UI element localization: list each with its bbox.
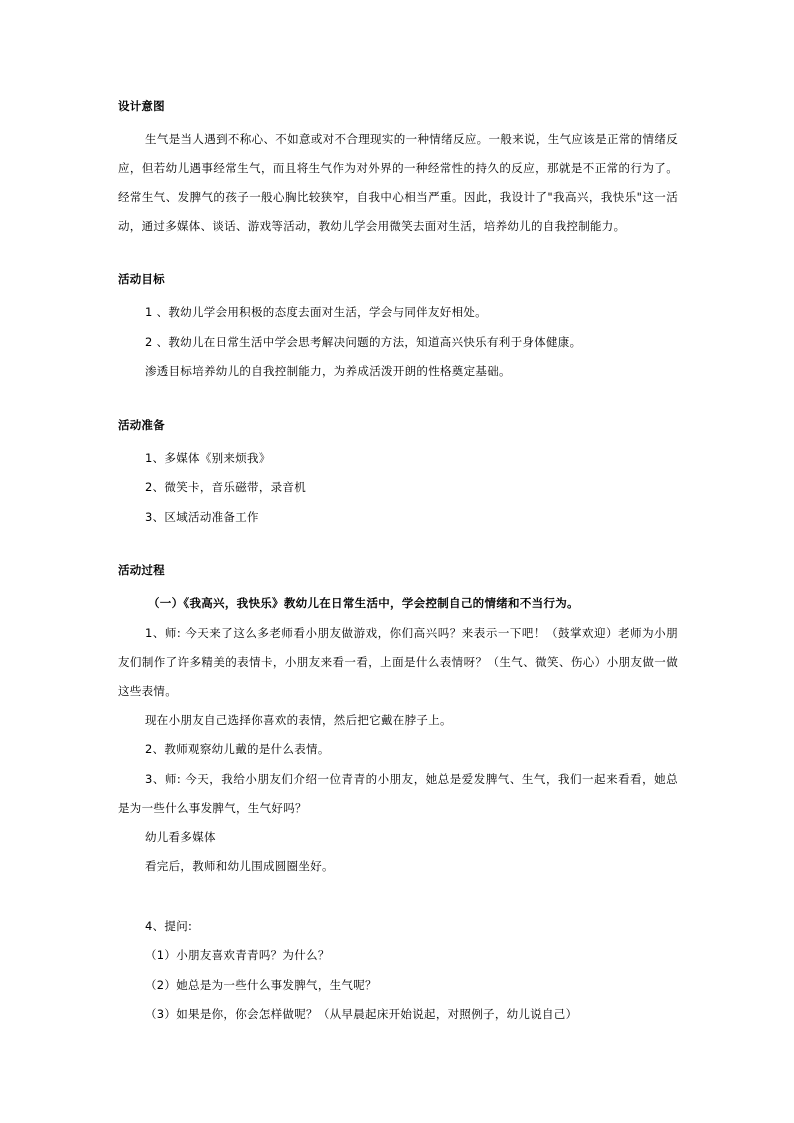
process-step-1: 1、师: 今天来了这么多老师看小朋友做游戏，你们高兴吗？来表示一下吧！（鼓掌欢迎）老师为小朋友们制作了许多精美的表情卡，小朋友来看一看，上面是什么表情呀？（生气、微笑、伤心）小朋友做一做这些表情。	[118, 625, 678, 698]
process-subheading: （一）《我高兴，我快乐》教幼儿在日常生活中，学会控制自己的情绪和不当行为。	[148, 596, 579, 610]
preparation-item: 2、微笑卡，音乐磁带，录音机	[145, 480, 307, 494]
section-goals	[118, 271, 678, 387]
preparation-item: 1、多媒体《别来烦我》	[145, 450, 271, 465]
section-process	[118, 562, 678, 1030]
section-heading: 设计意图	[118, 99, 165, 113]
question-item: （2）她总是为一些什么事发脾气，生气呢？	[145, 977, 377, 992]
design-intent-paragraph: 生气是当人遇到不称心、不如意或对不合理现实的一种情绪反应。一般来说，生气应该是正常的情绪反应，但若幼儿遇事经常生气，而且将生气作为对外界的一种经常性的持久的反应，那就是不正常的行为了。经常生气、发脾气的孩子一般心胸比较狭窄，自我中心相当严重。因此，我设计了"我高兴，我快乐"这一活动，通过多媒体、谈话、游戏等活动，教幼儿学会用微笑去面对生活，培养幼儿的自我控制能力。	[118, 132, 678, 233]
section-design-intent	[118, 98, 678, 241]
goal-item: 1 、教幼儿学会用积极的态度去面对生活，学会与同伴友好相处。	[145, 305, 487, 319]
process-step-3b: 幼儿看多媒体	[145, 829, 216, 844]
question-item: （3）如果是你，你会怎样做呢？（从早晨起床开始说起，对照例子，幼儿说自己）	[145, 1007, 578, 1021]
process-step-4: 4、提问:	[145, 918, 193, 933]
question-item: （1）小朋友喜欢青青吗？为什么？	[145, 948, 330, 962]
process-step-2: 2、教师观察幼儿戴的是什么表情。	[145, 742, 330, 756]
section-heading: 活动目标	[118, 272, 165, 286]
document-body	[118, 98, 678, 1060]
section-heading: 活动准备	[118, 417, 165, 432]
goal-item: 渗透目标培养幼儿的自我控制能力，为养成活泼开朗的性格奠定基础。	[145, 364, 511, 378]
spacer	[118, 882, 678, 912]
preparation-item: 3、区域活动准备工作	[145, 509, 259, 524]
section-heading: 活动过程	[118, 563, 165, 577]
process-step-3c: 看完后，教师和幼儿围成圆圈坐好。	[145, 859, 334, 873]
section-preparation	[118, 417, 678, 533]
process-step-1b: 现在小朋友自己选择你喜欢的表情，然后把它戴在脖子上。	[145, 712, 452, 727]
process-step-3: 3、师: 今天，我给小朋友们介绍一位青青的小朋友，她总是爱发脾气、生气，我们一起来看看，她总是为一些什么事发脾气，生气好吗？	[118, 771, 678, 815]
goal-item: 2 、教幼儿在日常生活中学会思考解决问题的方法，知道高兴快乐有利于身体健康。	[145, 334, 582, 349]
